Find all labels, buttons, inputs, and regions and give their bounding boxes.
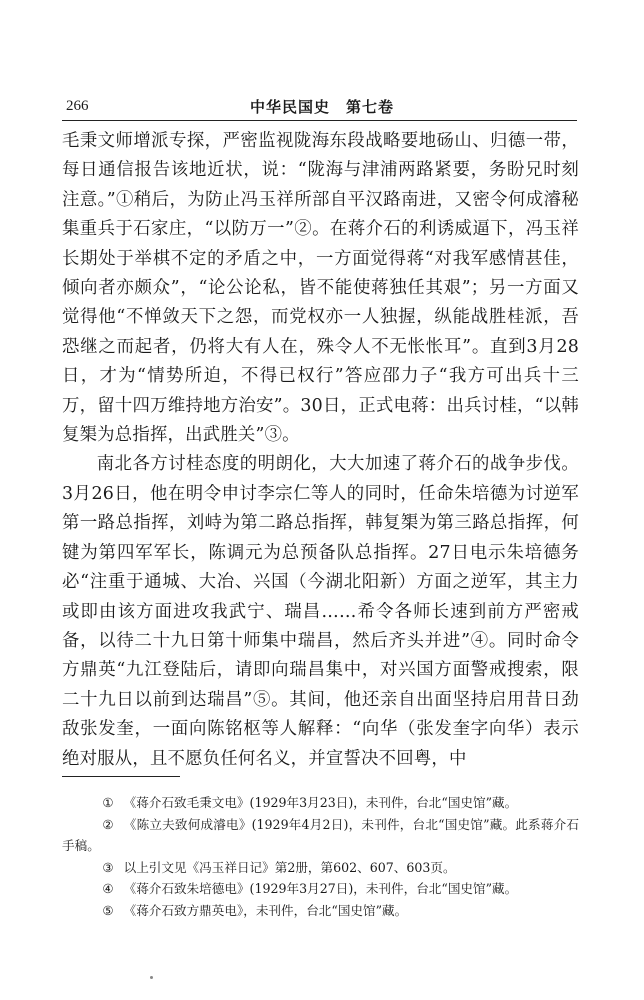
- main-text: [62, 127, 579, 774]
- paragraph-2: 南北各方讨桂态度的明朗化，大大加速了蒋介石的战争步伐。3月26日，他在明令申讨李宗仁等人的同时，任命朱培德为讨逆军第一路总指挥，刘峙为第二路总指挥，韩复榘为第三路总指挥，何键为第四军军长，陈调元为总预备队总指挥。27日电示朱培德务必“注重于通城、大冶、兴国（今湖北阳新）方面之逆军，其主力或即由该方面进攻我武宁、瑞昌……希令各师长速到前方严密戒备，以待二十九日第十师集中瑞昌，然后齐头并进”④。同时命令方鼎英“九江登陆后，请即向瑞昌集中，对兴国方面警戒搜索，限二十九日以前到达瑞昌”⑤。其间，他还亲自出面坚持启用昔日劲敌张发奎，一面向陈铭枢等人解释：“向华（张发奎字向华）表示绝对服从，且不愿负任何名义，并宣誓决不回粤，中: [62, 454, 579, 769]
- footnote-text: 《蒋介石致毛秉文电》(1929年3月23日)，未刊件，台北“国史馆”藏。: [123, 795, 518, 810]
- running-head-title: 中华民国史 第七卷: [249, 98, 394, 116]
- footnote-text: 《蒋介石致朱培德电》(1929年3月27日)，未刊件，台北“国史馆”藏。: [123, 881, 518, 896]
- footnote-text: 《陈立夫致何成濬电》(1929年4月2日)，未刊件，台北“国史馆”藏。此系蒋介石手稿。: [62, 816, 579, 853]
- footnote-5: [62, 900, 579, 922]
- footnote-3: [62, 857, 579, 879]
- paragraph-1: 毛秉文师增派专探，严密监视陇海东段战略要地砀山、归德一带，每日通信报告该地近状，说：“陇海与津浦两路紧要，务盼兄时刻注意。”①稍后，为防止冯玉祥所部自平汉路南进，又密令何成濬秘集重兵于石家庄，“以防万一”②。在蒋介石的利诱威逼下，冯玉祥长期处于举棋不定的矛盾之中，一方面觉得蒋“对我军感情甚佳，倾向者亦颇众”，“论公论私，皆不能使蒋独任其艰”；另一方面又觉得他“不惮敛天下之怨，而党权亦一人独握，纵能战胜桂派，吾恐继之而起者，仍将大有人在，殊令人不无怅怅耳”。直到3月28日，才为“情势所迫，不得已权行”答应邵力子“我方可出兵十三万，留十四万维持地方治安”。30日，正式电蒋：出兵讨桂，“以韩复榘为总指挥，出武胜关”③。: [62, 131, 579, 446]
- scan-speck: [150, 976, 153, 979]
- footnote-mark: ④: [102, 881, 114, 896]
- footnote-text: 《蒋介石致方鼎英电》，未刊件，台北“国史馆”藏。: [123, 902, 408, 918]
- footnote-4: [62, 878, 579, 900]
- footnotes: [62, 792, 579, 921]
- page-number: 266: [66, 98, 89, 114]
- footnote-text: 以上引文见《冯玉祥日记》第2册，第602、607、603页。: [123, 859, 456, 875]
- footnote-1: [62, 792, 579, 814]
- footnote-mark: ⑤: [102, 902, 114, 918]
- footnote-mark: ①: [102, 795, 114, 810]
- footnote-2: [62, 814, 579, 857]
- footnote-mark: ③: [102, 859, 114, 875]
- footnote-rule: [62, 776, 180, 777]
- footnote-mark: ②: [102, 816, 114, 832]
- header-rule: [62, 120, 577, 121]
